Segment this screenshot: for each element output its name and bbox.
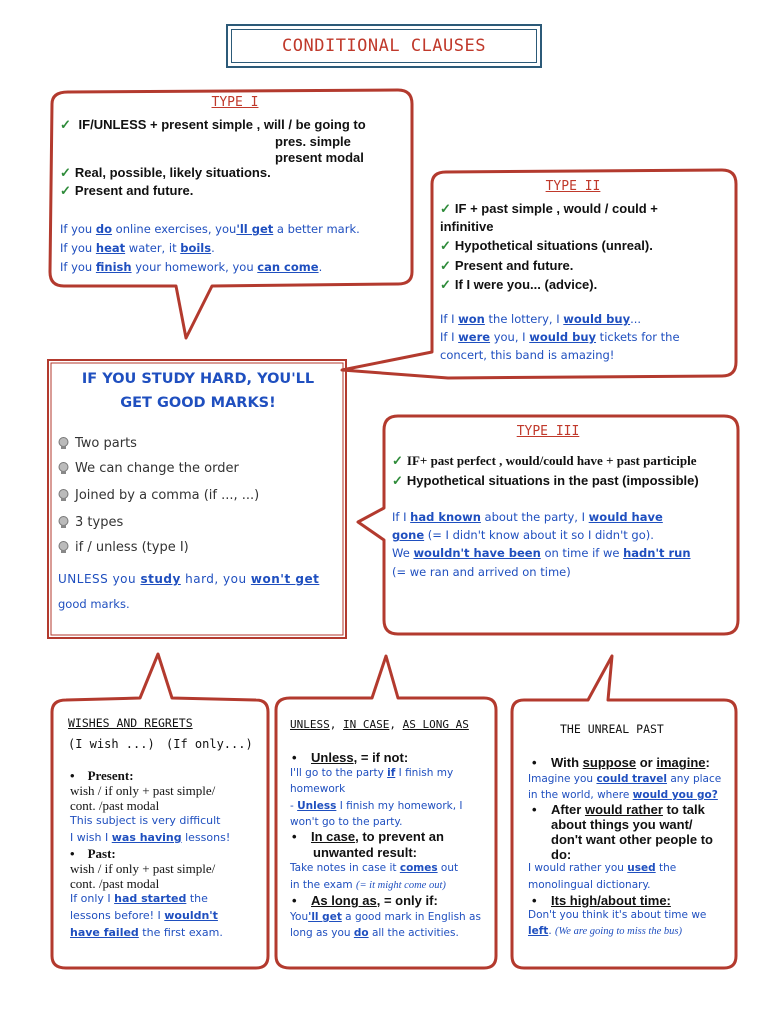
lightbulb-icon [58, 462, 69, 475]
unreal-b3-ex1: Don't you think it's about time we [528, 909, 707, 921]
lightbulb-icon [58, 489, 69, 502]
wishes-present-rule-b: cont. /past modal [70, 798, 160, 813]
center-headline-2: GET GOOD MARKS! [120, 395, 276, 411]
wishes-past-ex1: If only I had started the [70, 892, 208, 905]
unless-b1-ex1: I'll go to the party if I finish my [290, 767, 454, 779]
wishes-sub2: (If only...) [166, 737, 253, 751]
type2-rule1: ✓ IF + past simple , would / could + [440, 201, 658, 216]
unless-b2-b: unwanted result: [313, 845, 418, 860]
wishes-past-ex3: have failed the first exam. [70, 926, 223, 939]
title-box [226, 24, 542, 68]
unreal-b1-ex1: Imagine you could travel any place [528, 773, 722, 785]
center-example-b: good marks. [58, 597, 130, 611]
unless-b2-ex2: in the exam (= it might come out) [290, 879, 446, 891]
unless-b3-ex2: long as you do all the activities. [290, 927, 459, 939]
unreal-b1: • With suppose or imagine: [532, 755, 710, 770]
check-icon: ✓ [440, 277, 451, 292]
type3-example2: We wouldn't have been on time if we hadn't run [392, 546, 691, 560]
check-icon: ✓ [440, 258, 451, 273]
type3-header: TYPE III [516, 424, 580, 439]
type1-rule1-c: present modal [275, 150, 364, 165]
type3-example1: If I had known about the party, I would have [392, 510, 663, 524]
check-icon: ✓ [60, 117, 71, 132]
center-bullet: 3 types [58, 515, 342, 530]
unreal-header: THE UNREAL PAST [560, 722, 664, 736]
wishes-past-rule-b: cont. /past modal [70, 876, 160, 891]
type1-rule3: ✓ Present and future. [60, 183, 194, 198]
lightbulb-icon [58, 516, 69, 529]
type2-example2: If I were you, I would buy tickets for the [440, 330, 680, 344]
lightbulb-icon [58, 437, 69, 450]
unreal-b3-ex2: left. (We are going to miss the bus) [528, 925, 682, 937]
unless-b3: • As long as, = only if: [292, 893, 438, 908]
unless-b1-ex2: homework [290, 783, 346, 795]
check-icon: ✓ [60, 183, 71, 198]
center-bullet: Joined by a comma (if ..., ...) [58, 488, 342, 503]
type3-example2-b: (= we ran and arrived on time) [392, 565, 571, 579]
check-icon: ✓ [392, 453, 403, 468]
type2-rule3: ✓ Present and future. [440, 258, 574, 273]
check-icon: ✓ [392, 473, 403, 488]
unreal-b1-ex2: in the world, where would you go? [528, 789, 718, 801]
type2-rule1-b: infinitive [440, 219, 494, 234]
unless-b2: • In case, to prevent an [292, 829, 444, 844]
type2-example1: If I won the lottery, I would buy... [440, 312, 642, 326]
check-icon: ✓ [440, 238, 451, 253]
type1-example1: If you do online exercises, you'll get a better mark. [60, 222, 360, 236]
wishes-sub1: (I wish ...) [68, 737, 155, 751]
type1-rule1-b: pres. simple [275, 134, 351, 149]
unreal-b2-ex1: I would rather you used the [528, 862, 677, 874]
unreal-b2-d: do: [551, 847, 572, 862]
wishes-present-label: • Present: [70, 768, 134, 783]
wishes-past-ex2: lessons before! I wouldn't [70, 909, 218, 922]
unless-b3-ex1: You'll get a good mark in English as [290, 911, 481, 923]
type1-example2: If you heat water, it boils. [60, 241, 215, 255]
unless-header: UNLESS, IN CASE, AS LONG AS [290, 718, 469, 731]
unreal-b2-b: about things you want/ [551, 817, 693, 832]
unreal-b3: • Its high/about time: [532, 893, 671, 908]
center-headline-1: IF YOU STUDY HARD, YOU'LL [81, 371, 315, 387]
page-title: CONDITIONAL CLAUSES [282, 36, 486, 56]
unless-b2-ex1: Take notes in case it comes out [290, 862, 459, 874]
wishes-present-rule-a: wish / if only + past simple/ [70, 783, 216, 798]
type3-rule2: ✓ Hypothetical situations in the past (impossible) [392, 473, 699, 488]
unreal-b2-ex2: monolingual dictionary. [528, 879, 651, 891]
type3-example1-b: gone (= I didn't know about it so I didn't go). [392, 528, 654, 542]
lightbulb-icon [58, 541, 69, 554]
center-bullet: Two parts [58, 436, 342, 451]
type1-rule2: ✓ Real, possible, likely situations. [60, 165, 271, 180]
wishes-present-ex1: This subject is very difficult [70, 814, 221, 827]
type1-rule1: ✓ IF/UNLESS + present simple , will / be going to [60, 117, 366, 132]
check-icon: ✓ [60, 165, 71, 180]
unreal-b2-c: don't want other people to [551, 832, 713, 847]
wishes-present-ex2: I wish I was having lessons! [70, 831, 231, 844]
center-example: UNLESS you study hard, you won't get [58, 572, 320, 586]
unless-b1: • Unless, = if not: [292, 750, 409, 765]
wishes-past-label: • Past: [70, 846, 116, 861]
type3-rule1: ✓ IF+ past perfect , would/could have + past participle [392, 453, 697, 468]
center-bullet: We can change the order [58, 461, 342, 476]
center-bullet: if / unless (type I) [58, 540, 342, 555]
unless-b1-ex3: - Unless I finish my homework, I [290, 800, 463, 812]
check-icon: ✓ [440, 201, 451, 216]
type2-header: TYPE II [545, 179, 601, 194]
type2-example2-b: concert, this band is amazing! [440, 348, 615, 362]
unreal-b2: • After would rather to talk [532, 802, 705, 817]
wishes-past-rule-a: wish / if only + past simple/ [70, 861, 216, 876]
wishes-header: WISHES AND REGRETS [68, 716, 193, 730]
type1-header: TYPE I [211, 95, 259, 110]
type2-rule4: ✓ If I were you... (advice). [440, 277, 598, 292]
type1-example3: If you finish your homework, you can come. [60, 260, 323, 274]
unless-b1-ex4: won't go to the party. [290, 816, 403, 828]
type2-rule2: ✓ Hypothetical situations (unreal). [440, 238, 653, 253]
center-bullet-list [58, 436, 342, 564]
